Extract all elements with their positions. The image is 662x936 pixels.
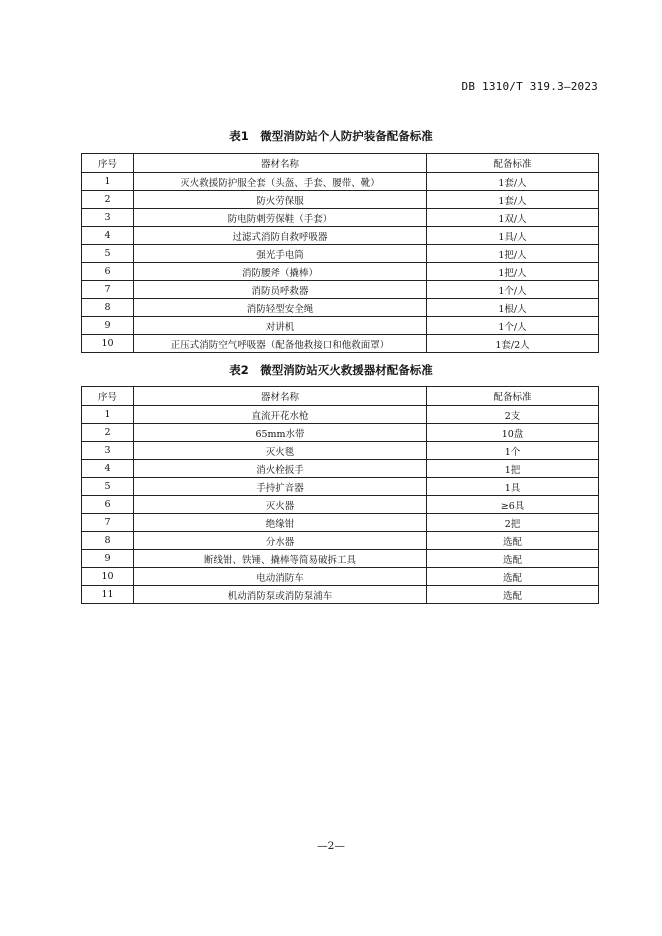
cell-name: 绝缘钳 bbox=[134, 514, 427, 532]
cell-name: 对讲机 bbox=[134, 317, 427, 335]
table2-body bbox=[82, 406, 599, 604]
cell-standard: 选配 bbox=[427, 550, 599, 568]
table-row bbox=[82, 496, 599, 514]
cell-no: 9 bbox=[82, 317, 134, 335]
table-row bbox=[82, 173, 599, 191]
cell-no: 8 bbox=[82, 532, 134, 550]
table-row bbox=[82, 550, 599, 568]
cell-no: 5 bbox=[82, 245, 134, 263]
cell-no: 6 bbox=[82, 263, 134, 281]
cell-name: 65mm水带 bbox=[134, 424, 427, 442]
table-row bbox=[82, 263, 599, 281]
cell-name: 消火栓扳手 bbox=[134, 460, 427, 478]
table-row bbox=[82, 227, 599, 245]
cell-standard: 1把/人 bbox=[427, 263, 599, 281]
cell-no: 1 bbox=[82, 406, 134, 424]
table-row bbox=[82, 191, 599, 209]
cell-no: 10 bbox=[82, 335, 134, 353]
cell-name: 分水器 bbox=[134, 532, 427, 550]
cell-name: 防电防刺劳保鞋（手套） bbox=[134, 209, 427, 227]
cell-name: 电动消防车 bbox=[134, 568, 427, 586]
cell-name: 过滤式消防自救呼吸器 bbox=[134, 227, 427, 245]
cell-no: 9 bbox=[82, 550, 134, 568]
cell-name: 直流开花水枪 bbox=[134, 406, 427, 424]
table-row bbox=[82, 406, 599, 424]
cell-no: 8 bbox=[82, 299, 134, 317]
cell-standard: 1根/人 bbox=[427, 299, 599, 317]
cell-standard: 1套/人 bbox=[427, 173, 599, 191]
table-row bbox=[82, 281, 599, 299]
cell-standard: 2支 bbox=[427, 406, 599, 424]
table-row bbox=[82, 209, 599, 227]
table-row bbox=[82, 478, 599, 496]
table-row bbox=[82, 532, 599, 550]
column-header-no: 序号 bbox=[82, 387, 134, 406]
column-header-standard: 配备标准 bbox=[427, 387, 599, 406]
cell-no: 3 bbox=[82, 442, 134, 460]
table-row bbox=[82, 442, 599, 460]
cell-name: 防火劳保服 bbox=[134, 191, 427, 209]
cell-no: 10 bbox=[82, 568, 134, 586]
cell-no: 7 bbox=[82, 281, 134, 299]
cell-standard: 1具/人 bbox=[427, 227, 599, 245]
cell-no: 1 bbox=[82, 173, 134, 191]
cell-standard: 2把 bbox=[427, 514, 599, 532]
cell-standard: 1把/人 bbox=[427, 245, 599, 263]
cell-name: 消防员呼救器 bbox=[134, 281, 427, 299]
cell-standard: 10盘 bbox=[427, 424, 599, 442]
cell-no: 3 bbox=[82, 209, 134, 227]
cell-no: 4 bbox=[82, 460, 134, 478]
table-row bbox=[82, 299, 599, 317]
cell-name: 灭火救援防护服全套（头盔、手套、腰带、靴） bbox=[134, 173, 427, 191]
cell-standard: 选配 bbox=[427, 532, 599, 550]
table2-title: 表2 微型消防站灭火救援器材配备标准 bbox=[229, 363, 433, 377]
table-row bbox=[82, 460, 599, 478]
cell-standard: 1个 bbox=[427, 442, 599, 460]
cell-no: 7 bbox=[82, 514, 134, 532]
table1-body bbox=[82, 173, 599, 353]
cell-name: 机动消防泵或消防泵浦车 bbox=[134, 586, 427, 604]
table-row bbox=[82, 317, 599, 335]
cell-no: 6 bbox=[82, 496, 134, 514]
column-header-standard: 配备标准 bbox=[427, 154, 599, 173]
cell-standard: 1个/人 bbox=[427, 317, 599, 335]
cell-standard: 1个/人 bbox=[427, 281, 599, 299]
table1-header-row bbox=[82, 154, 599, 173]
table1 bbox=[81, 153, 599, 353]
cell-name: 强光手电筒 bbox=[134, 245, 427, 263]
cell-standard: 1具 bbox=[427, 478, 599, 496]
table2 bbox=[81, 386, 599, 604]
column-header-name: 器材名称 bbox=[134, 387, 427, 406]
cell-no: 11 bbox=[82, 586, 134, 604]
cell-no: 4 bbox=[82, 227, 134, 245]
page-number: —2— bbox=[317, 840, 345, 852]
cell-name: 消防轻型安全绳 bbox=[134, 299, 427, 317]
table-row bbox=[82, 245, 599, 263]
table1-title: 表1 微型消防站个人防护装备配备标准 bbox=[229, 129, 433, 143]
table-row bbox=[82, 514, 599, 532]
cell-standard: 1套/2人 bbox=[427, 335, 599, 353]
cell-name: 消防腰斧（撬棒） bbox=[134, 263, 427, 281]
cell-standard: 1双/人 bbox=[427, 209, 599, 227]
document-code: DB 1310/T 319.3—2023 bbox=[461, 80, 598, 93]
table-row bbox=[82, 586, 599, 604]
cell-name: 灭火毯 bbox=[134, 442, 427, 460]
cell-standard: ≥6具 bbox=[427, 496, 599, 514]
cell-standard: 选配 bbox=[427, 586, 599, 604]
cell-name: 正压式消防空气呼吸器（配备他救接口和他救面罩） bbox=[134, 335, 427, 353]
table2-header-row bbox=[82, 387, 599, 406]
cell-no: 5 bbox=[82, 478, 134, 496]
cell-standard: 1套/人 bbox=[427, 191, 599, 209]
cell-no: 2 bbox=[82, 424, 134, 442]
cell-standard: 选配 bbox=[427, 568, 599, 586]
table-row bbox=[82, 424, 599, 442]
table-row bbox=[82, 335, 599, 353]
cell-name: 断线钳、铁锤、撬棒等简易破拆工具 bbox=[134, 550, 427, 568]
table-row bbox=[82, 568, 599, 586]
cell-name: 手持扩音器 bbox=[134, 478, 427, 496]
cell-name: 灭火器 bbox=[134, 496, 427, 514]
column-header-name: 器材名称 bbox=[134, 154, 427, 173]
column-header-no: 序号 bbox=[82, 154, 134, 173]
cell-standard: 1把 bbox=[427, 460, 599, 478]
cell-no: 2 bbox=[82, 191, 134, 209]
